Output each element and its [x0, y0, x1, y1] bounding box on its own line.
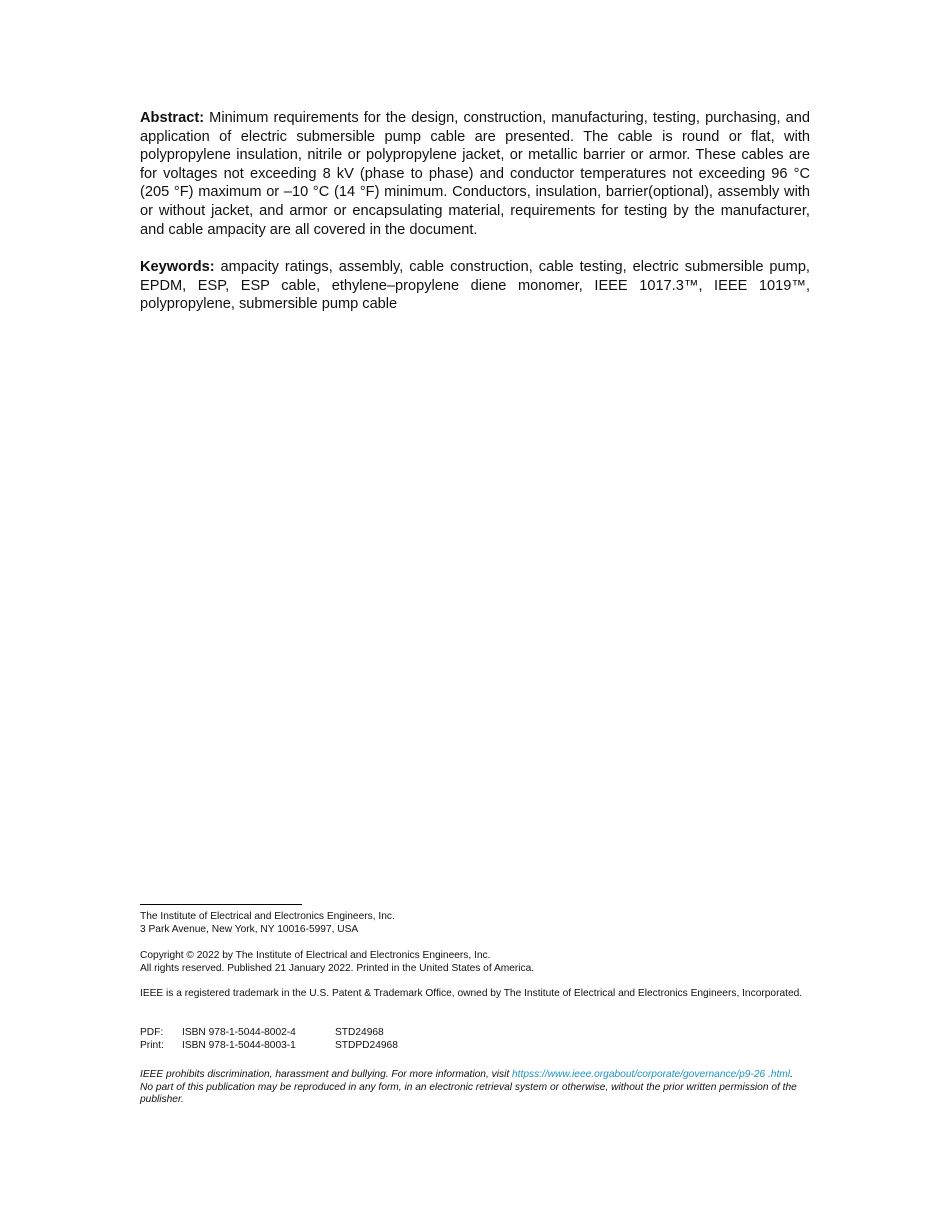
publisher-address: 3 Park Avenue, New York, NY 10016-5997, USA [140, 923, 359, 935]
isbn-row-print [140, 1040, 812, 1053]
publisher-name: The Institute of Electrical and Electronics Engineers, Inc. [140, 911, 395, 922]
reproduction-statement: No part of this publication may be reproduced in any form, in an electronic retrieval system or otherwise, without the prior written permission of the publisher. [140, 1081, 797, 1106]
abstract-text: Minimum requirements for the design, construction, manufacturing, testing, purchasing, and application of electric submersible pump cable are presented. The cable is round or flat, with polypropylene insulation, nitrile or polypropylene jacket, or metallic barrier or armor. These cables are for voltages not exceeding 8 kV (phase to phase) and conductor temperatures not exceeding 96 °C (205 °F) maximum or –10 °C (14 °F) minimum. Conductors, insulation, barrier(optional), assembly with or without jacket, and armor or encapsulating material, requirements for testing by the manufacturer, and cable ampacity are all covered in the document. [140, 110, 810, 238]
trademark-notice: IEEE is a registered trademark in the U.S. Patent & Trademark Office, owned by The Institute of Electrical and Electronics Engineers, Incorporated. [140, 988, 803, 999]
isbn-format: Print: [140, 1039, 164, 1051]
footnote-divider [140, 904, 302, 905]
publisher-info [140, 911, 812, 936]
discrimination-statement: IEEE prohibits discrimination, harassment and bullying. For more information, visit [140, 1069, 512, 1080]
abstract-paragraph [140, 109, 810, 239]
std-number: STDPD24968 [335, 1039, 398, 1051]
copyright-line: Copyright © 2022 by The Institute of Electrical and Electronics Engineers, Inc. [140, 950, 491, 961]
isbn-number: ISBN 978-1-5044-8003-1 [182, 1039, 296, 1051]
legal-notice [140, 1069, 812, 1107]
governance-link[interactable]: httpss://www.ieee.orgabout/corporate/governance/p9-26 .html [512, 1069, 791, 1080]
link-period: . [790, 1069, 793, 1080]
isbn-format: PDF: [140, 1027, 164, 1038]
isbn-row-pdf [140, 1027, 812, 1040]
copyright-notice [140, 950, 812, 975]
isbn-table [140, 1027, 812, 1052]
abstract-label: Abstract: [140, 110, 205, 126]
keywords-paragraph [140, 258, 810, 314]
std-number: STD24968 [335, 1027, 384, 1038]
isbn-number: ISBN 978-1-5044-8002-4 [182, 1027, 296, 1038]
keywords-text: ampacity ratings, assembly, cable construction, cable testing, electric submersible pump, EPDM, ESP, ESP cable, ethylene–propylene diene monomer, IEEE 1017.3™, IEEE 1019™, polypropylene, submersible pump cable [140, 259, 810, 313]
keywords-label: Keywords: [140, 259, 215, 275]
rights-line: All rights reserved. Published 21 January 2022. Printed in the United States of America. [140, 962, 535, 974]
